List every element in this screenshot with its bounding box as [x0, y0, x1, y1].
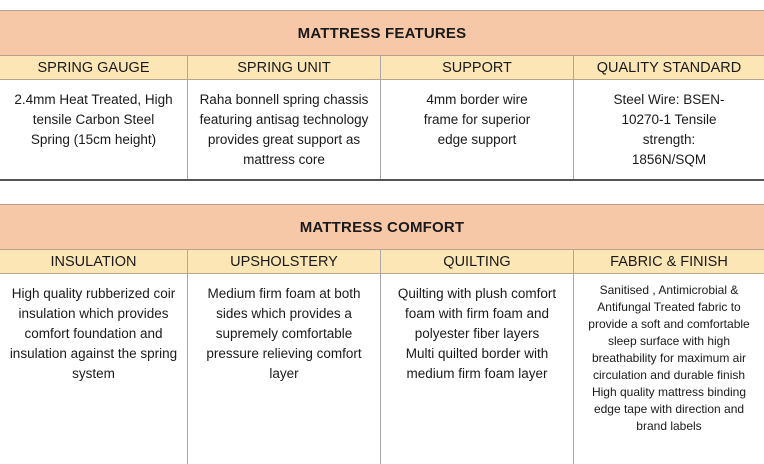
features-body-row	[0, 80, 764, 181]
mattress-features-table	[0, 10, 764, 181]
cell-upsholstery: Medium firm foam at both sides which provides a supremely comfortable pressure relieving comfort layer	[188, 274, 381, 464]
cell-quilting	[381, 274, 574, 464]
header-upsholstery: UPSHOLSTERY	[188, 250, 381, 273]
comfort-body-row	[0, 274, 764, 464]
cell-quality-standard: Steel Wire: BSEN-10270-1 Tensile strength: 1856N/SQM	[613, 92, 725, 167]
header-quilting: QUILTING	[381, 250, 574, 273]
cell-fabric-finish: Sanitised , Antimicrobial & Antifungal Treated fabric to provide a soft and comfortable sleep surface with high breathability for maximum air circulation and durable finish High quality mattress binding edge tape with direction and brand labels	[588, 283, 750, 433]
comfort-title: MATTRESS COMFORT	[0, 204, 764, 250]
quilting-border-text: Multi quilted border with medium firm foam layer	[405, 346, 549, 381]
header-spring-gauge: SPRING GAUGE	[0, 56, 188, 79]
header-insulation: INSULATION	[0, 250, 188, 273]
header-fabric-finish: FABRIC & FINISH	[610, 253, 728, 270]
mattress-comfort-table	[0, 204, 764, 464]
header-spring-unit: SPRING UNIT	[188, 56, 381, 79]
header-support: SUPPORT	[381, 56, 574, 79]
header-quality-standard: QUALITY STANDARD	[596, 59, 742, 76]
comfort-header-row	[0, 250, 764, 274]
features-title: MATTRESS FEATURES	[0, 10, 764, 56]
quilting-text: Quilting with plush comfort foam with firm foam and polyester fiber layers	[397, 286, 557, 341]
cell-insulation: High quality rubberized coir insulation which provides comfort foundation and insulation against the spring system	[0, 274, 188, 464]
cell-support: 4mm border wire frame for superior edge support	[381, 80, 574, 179]
cell-spring-unit: Raha bonnell spring chassis featuring antisag technology provides great support as mattress core	[188, 80, 381, 179]
cell-spring-gauge: 2.4mm Heat Treated, High tensile Carbon Steel Spring (15cm height)	[0, 80, 188, 179]
features-header-row	[0, 56, 764, 80]
